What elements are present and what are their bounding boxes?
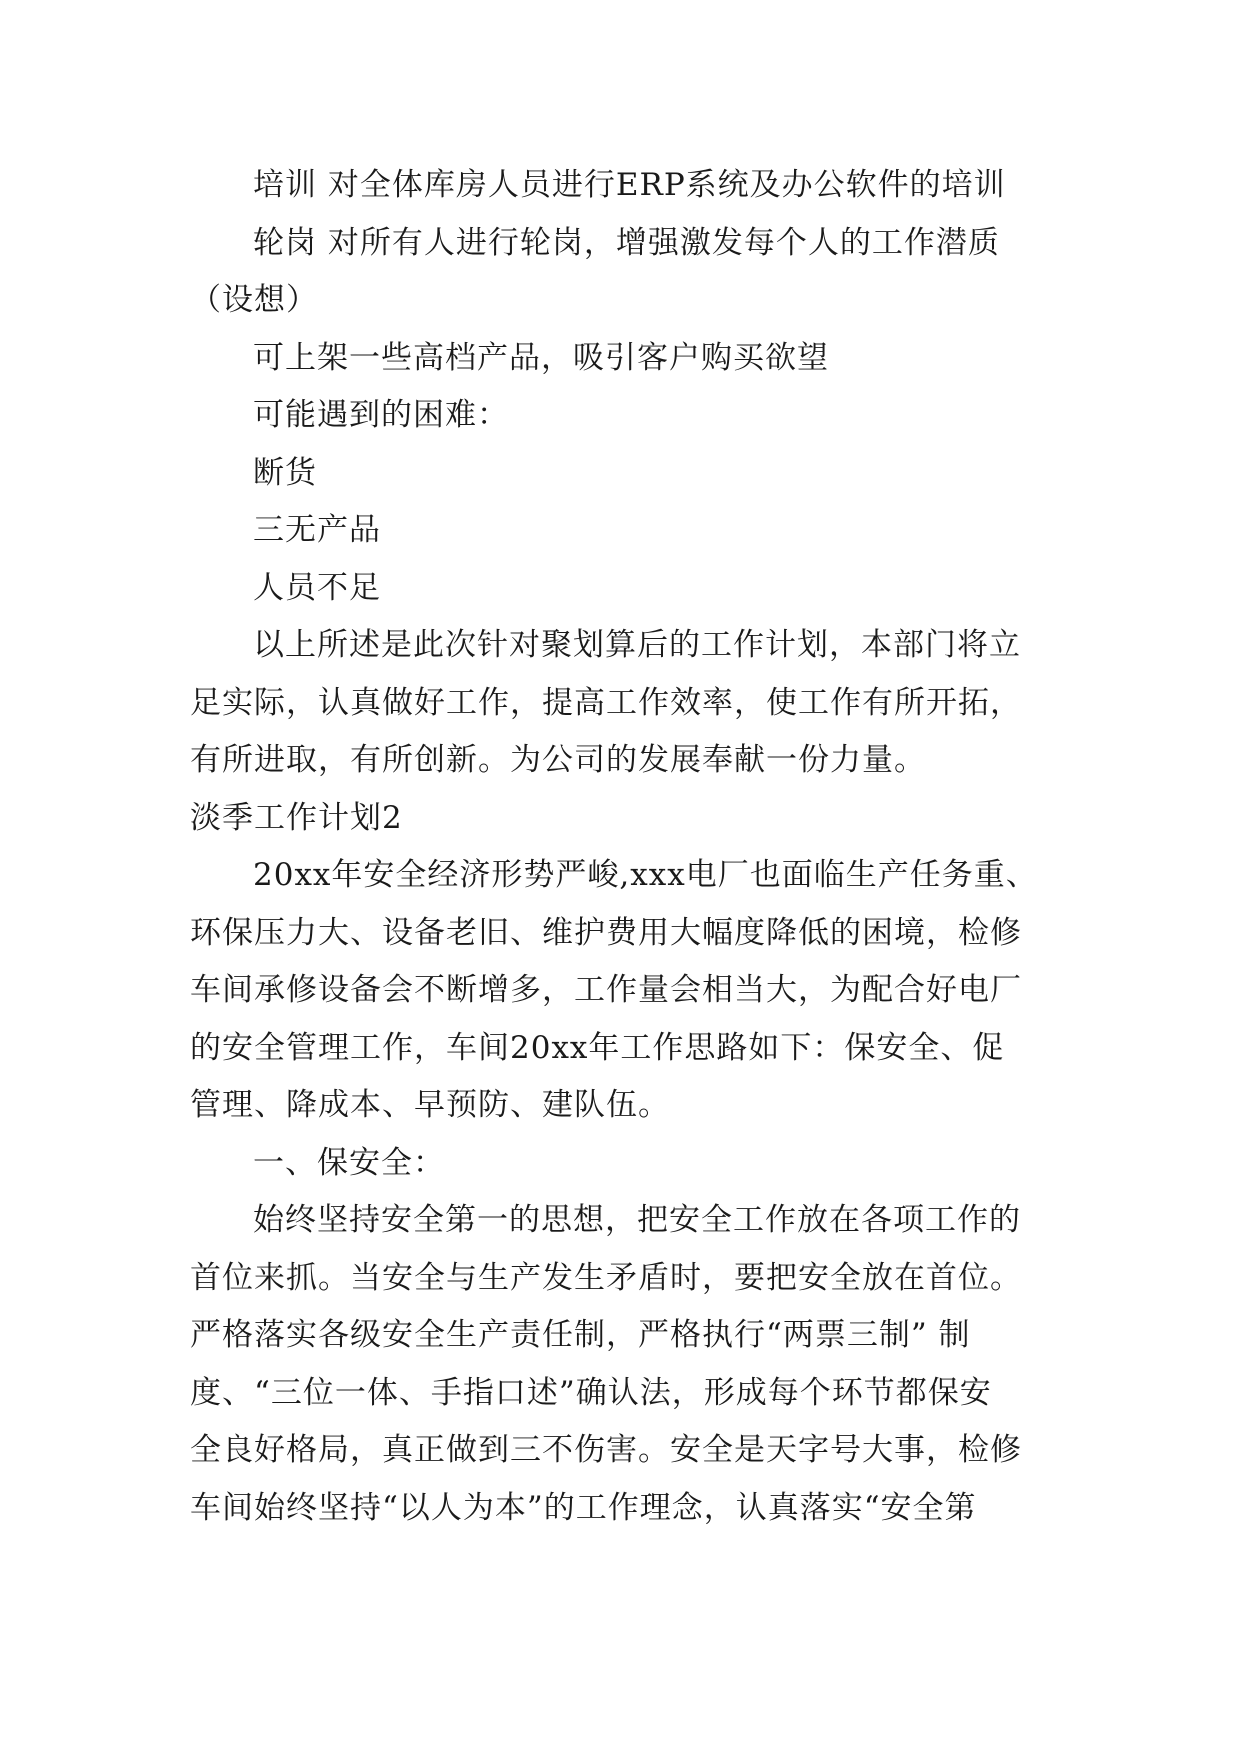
paragraph-line: 足实际，认真做好工作，提高工作效率，使工作有所开拓， [190,685,1022,721]
paragraph-line: 可能遇到的困难： [253,397,509,433]
paragraph-line: 车间始终坚持“以人为本”的工作理念，认真落实“安全第 [190,1490,977,1526]
paragraph-line: 首位来抓。当安全与生产发生矛盾时，要把安全放在首位。 [190,1260,1022,1296]
paragraph-line: 车间承修设备会不断增多，工作量会相当大，为配合好电厂 [190,972,1022,1008]
paragraph-line: 培训 对全体库房人员进行ERP系统及办公软件的培训 [253,167,1006,203]
paragraph-line: 20xx年安全经济形势严峻,xxx电厂也面临生产任务重、 [253,857,1038,893]
section-heading: 淡季工作计划2 [190,800,403,836]
paragraph-line: 三无产品 [253,512,381,548]
paragraph-line: 严格落实各级安全生产责任制，严格执行“两票三制” 制 [190,1317,971,1353]
paragraph-line: 可上架一些高档产品，吸引客户购买欲望 [253,340,829,376]
paragraph-line: （设想） [190,282,318,318]
paragraph-line: 有所进取，有所创新。为公司的发展奉献一份力量。 [190,742,926,778]
paragraph-line: 度、“三位一体、手指口述”确认法，形成每个环节都保安 [190,1375,992,1411]
paragraph-line: 环保压力大、设备老旧、维护费用大幅度降低的困境，检修 [190,915,1022,951]
paragraph-line: 断货 [253,455,317,491]
paragraph-line: 的安全管理工作，车间20xx年工作思路如下：保安全、促 [190,1030,1005,1066]
paragraph-line: 始终坚持安全第一的思想，把安全工作放在各项工作的 [253,1202,1021,1238]
paragraph-line: 轮岗 对所有人进行轮岗，增强激发每个人的工作潜质 [253,225,1000,261]
paragraph-line: 以上所述是此次针对聚划算后的工作计划，本部门将立 [253,627,1021,663]
paragraph-line: 管理、降成本、早预防、建队伍。 [190,1087,670,1123]
paragraph-line: 人员不足 [253,570,381,606]
paragraph-line: 全良好格局，真正做到三不伤害。安全是天字号大事，检修 [190,1432,1022,1468]
subsection-heading: 一、保安全： [253,1145,445,1181]
